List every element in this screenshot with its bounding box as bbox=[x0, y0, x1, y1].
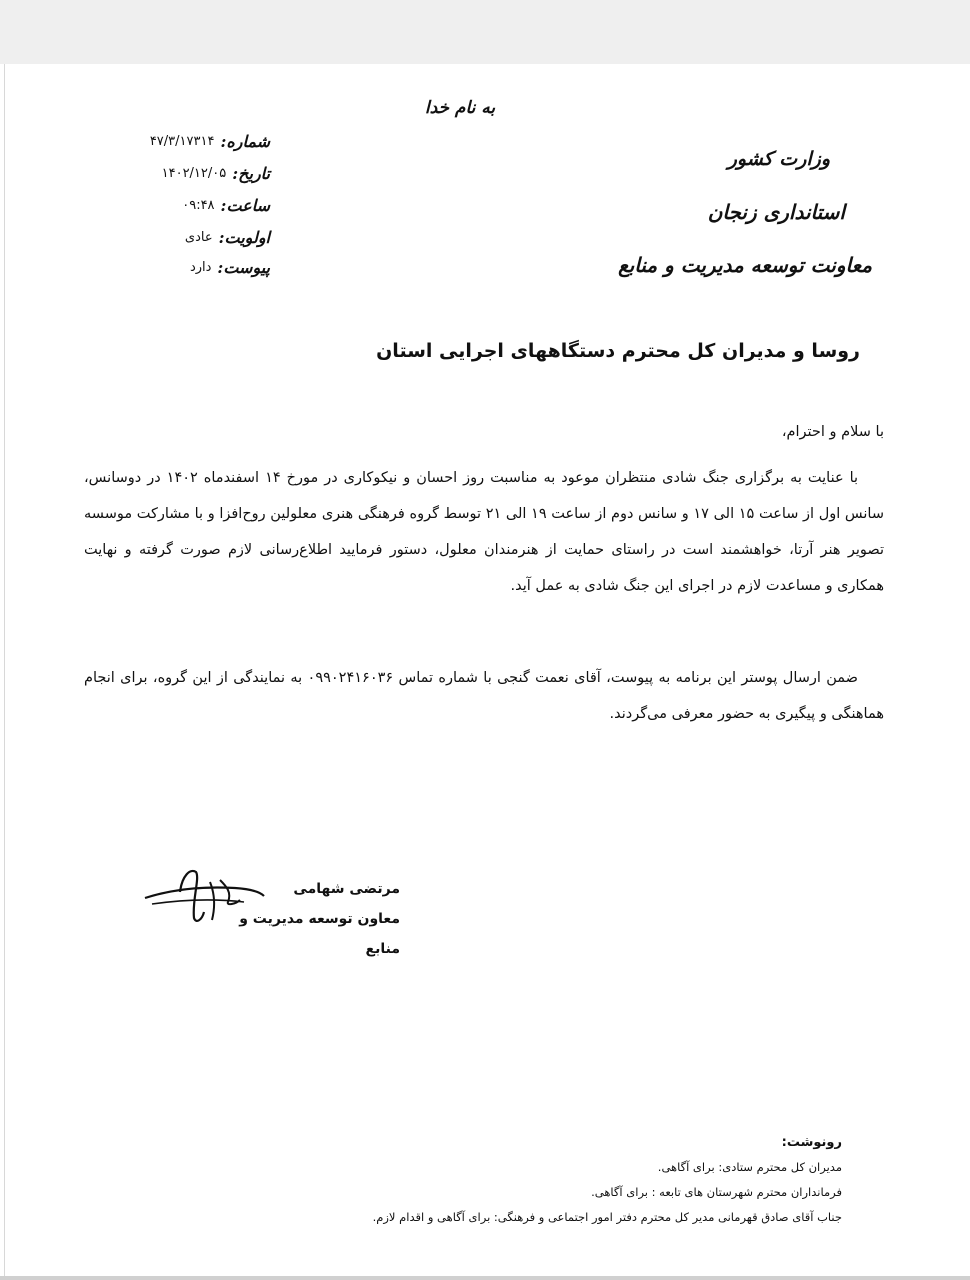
meta-priority-label: اولویت: bbox=[218, 227, 270, 247]
meta-time bbox=[100, 192, 270, 218]
org-governorate: استانداری زنجان bbox=[707, 200, 845, 224]
org-deputy-office: معاونت توسعه مدیریت و منابع bbox=[618, 253, 872, 277]
body-paragraph-1: با عنایت به برگزاری جنگ شادی منتظران موعود به مناسبت روز احسان و نیکوکاری در مورخ ۱۴ اسفندماه ۱۴۰۲ در دوسانس، سانس اول از ساعت ۱۵ الی ۱۷ و سانس دوم از ساعت ۱۹ الی ۲۱ توسط گروه فرهنگی هنری معلولین روح‌افزا و با مشارکت موسسه تصویر هنر آرتا، خواهشمند است در راستای حمایت از هنرمندان معلول، دستور فرمایید اطلاع‌رسانی لازم صورت گرفته و نهایت همکاری و مساعدت لازم در اجرای این جنگ شادی به عمل آید. bbox=[84, 470, 884, 594]
cc-title: رونوشت: bbox=[781, 1135, 842, 1150]
letter-meta-block bbox=[100, 128, 270, 280]
scan-top-margin bbox=[0, 0, 970, 64]
meta-date-value: ۱۴۰۲/۱۲/۰۵ bbox=[161, 165, 227, 181]
meta-number bbox=[100, 128, 270, 154]
meta-date bbox=[100, 160, 270, 186]
body-paragraph-2: ضمن ارسال پوستر این برنامه به پیوست، آقای نعمت گنجی با شماره تماس ۰۹۹۰۲۴۱۶۰۳۶ به نمایندگی از این گروه، برای انجام هماهنگی و پیگیری به حضور معرفی می‌گردند. bbox=[84, 670, 884, 722]
meta-date-label: تاریخ: bbox=[232, 163, 270, 183]
cc-line: مدیران کل محترم ستادی: برای آگاهی. bbox=[657, 1160, 842, 1174]
meta-time-value: ۰۹:۴۸ bbox=[182, 197, 215, 213]
signature-block bbox=[210, 874, 400, 964]
greeting: با سلام و احترام، bbox=[781, 424, 884, 440]
scan-bottom-edge bbox=[0, 1276, 970, 1280]
bismillah-heading: به نام خدا bbox=[424, 98, 496, 118]
meta-priority bbox=[100, 224, 270, 250]
cc-block bbox=[302, 1130, 842, 1230]
cc-line: جناب آقای صادق قهرمانی مدیر کل محترم دفتر امور اجتماعی و فرهنگی: برای آگاهی و اقدام لازم. bbox=[372, 1210, 842, 1224]
org-ministry: وزارت کشور bbox=[727, 148, 830, 170]
signatory-title: معاون توسعه مدیریت و منابع bbox=[239, 911, 400, 957]
meta-number-label: شماره: bbox=[220, 131, 270, 151]
meta-attachment-value: دارد bbox=[189, 259, 212, 275]
meta-priority-value: عادی bbox=[184, 229, 213, 245]
meta-attachment bbox=[100, 254, 270, 280]
cc-line: فرمانداران محترم شهرستان های تابعه : برای آگاهی. bbox=[591, 1185, 842, 1199]
signatory-name: مرتضی شهامی bbox=[293, 881, 400, 897]
meta-time-label: ساعت: bbox=[220, 195, 270, 215]
meta-number-value: ۴۷/۳/۱۷۳۱۴ bbox=[149, 133, 215, 149]
meta-attachment-label: پیوست: bbox=[217, 257, 270, 277]
recipient-line: روسا و مدیران کل محترم دستگاههای اجرایی استان bbox=[376, 340, 860, 362]
